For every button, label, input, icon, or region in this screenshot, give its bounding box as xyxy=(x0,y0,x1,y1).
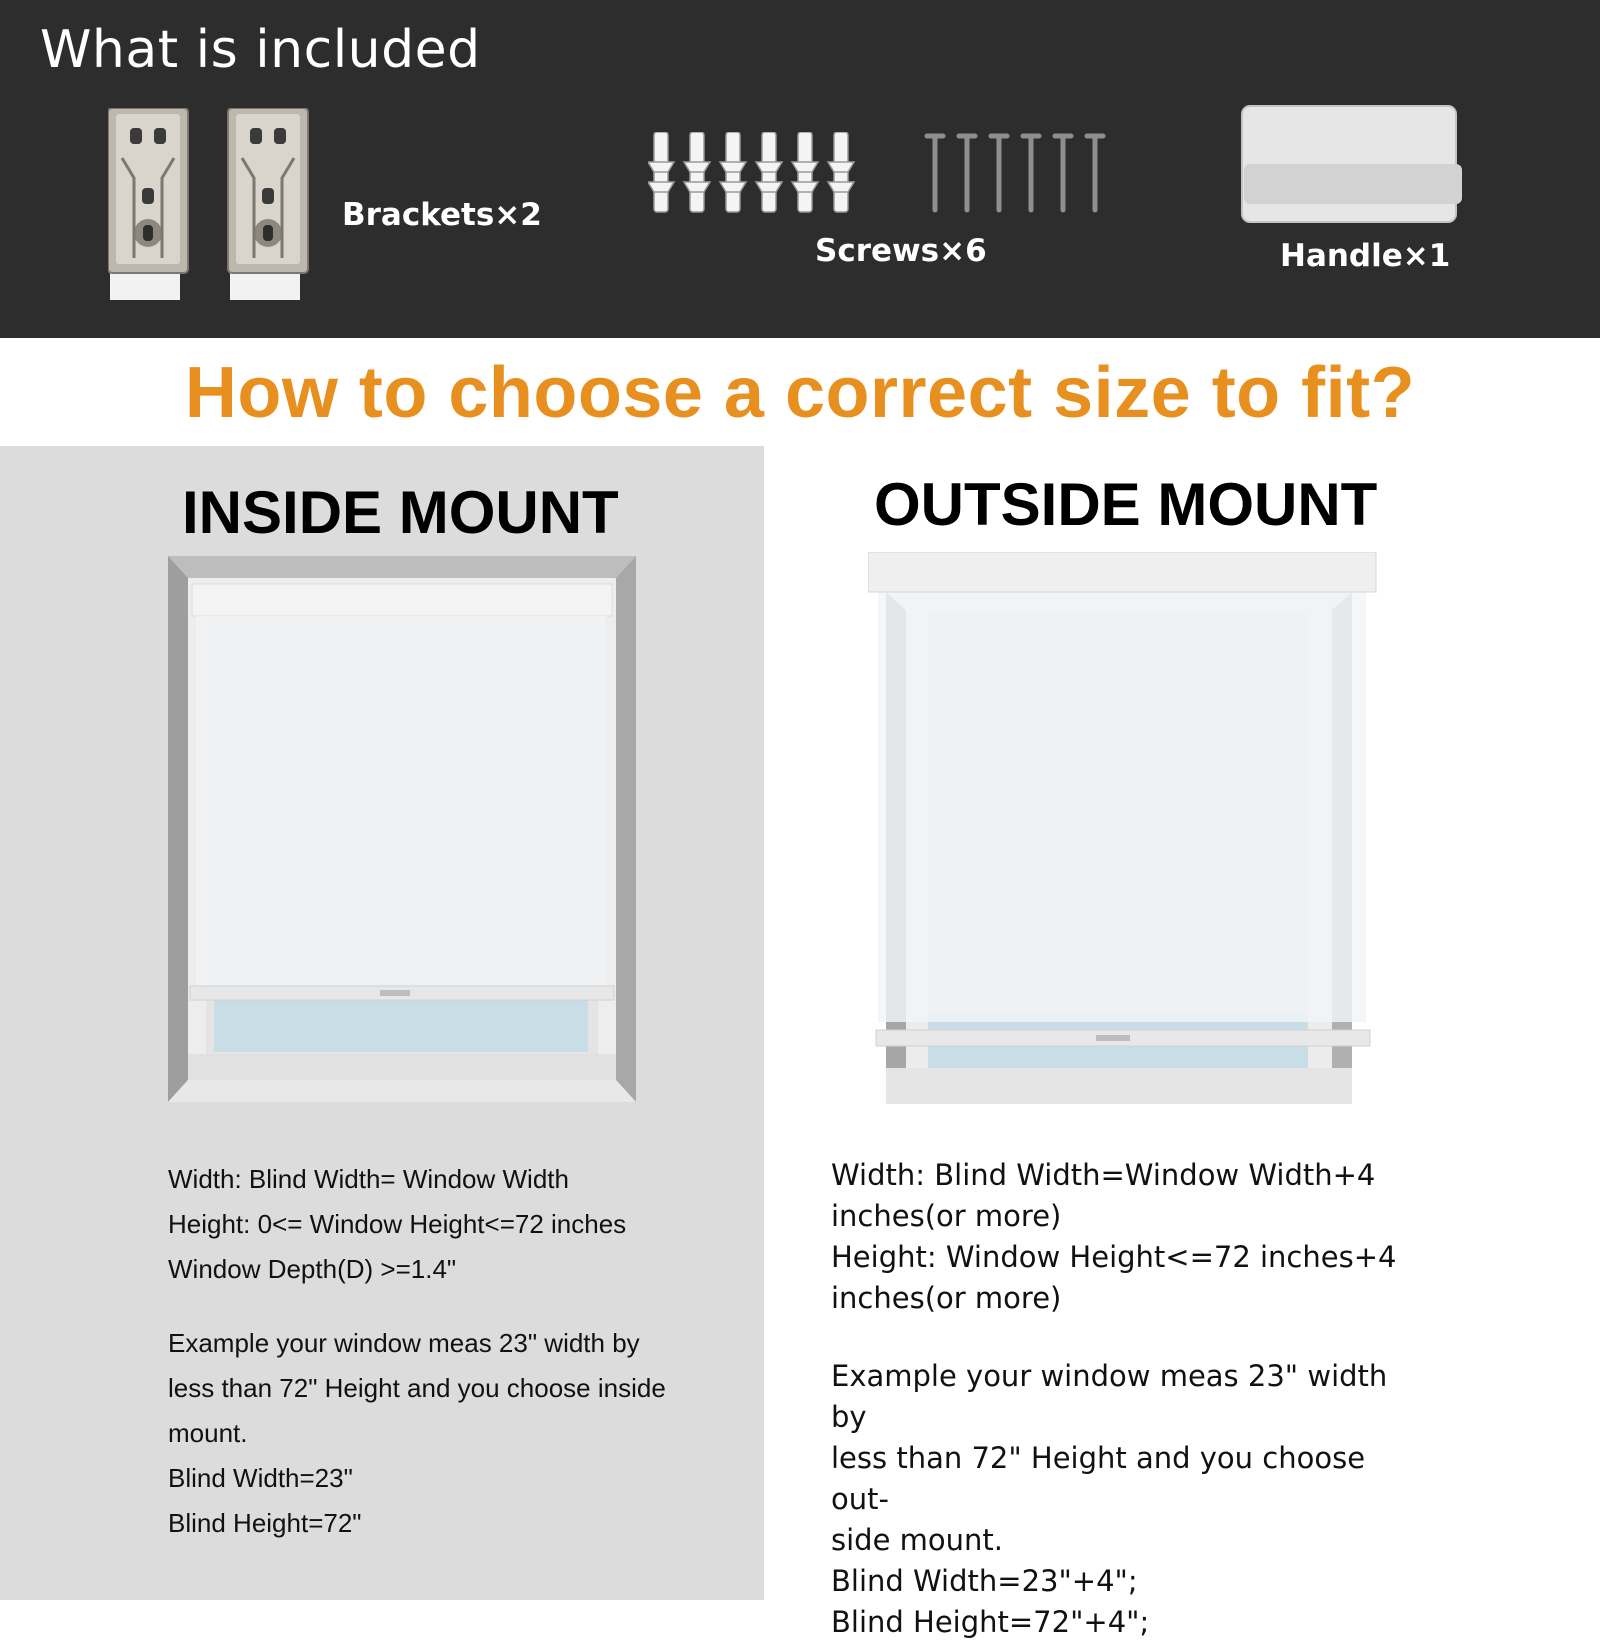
spec-line: Width: Blind Width= Window Width xyxy=(168,1164,569,1194)
included-section xyxy=(0,0,1600,338)
example-line: Blind Height=72"+4"; xyxy=(831,1605,1150,1639)
brackets-label: Brackets×2 xyxy=(342,197,542,233)
inside-mount-example xyxy=(168,1321,728,1546)
inside-mount-specs xyxy=(168,1157,728,1292)
outside-mount-window-illustration xyxy=(868,552,1380,1106)
spec-line: Width: Blind Width=Window Width+4 xyxy=(831,1158,1376,1192)
example-line: less than 72" Height and you choose inside xyxy=(168,1373,666,1403)
outside-mount-specs xyxy=(831,1155,1421,1319)
spec-line: Window Depth(D) >=1.4" xyxy=(168,1254,457,1284)
bracket-icon xyxy=(108,108,313,303)
example-line: Blind Height=72" xyxy=(168,1508,362,1538)
example-line: side mount. xyxy=(831,1523,1003,1557)
inside-mount-title: INSIDE MOUNT xyxy=(182,479,619,546)
inside-mount-window-illustration xyxy=(168,556,636,1102)
example-line: mount. xyxy=(168,1418,248,1448)
screws-label: Screws×6 xyxy=(815,233,987,269)
spec-line: Height: Window Height<=72 inches+4 xyxy=(831,1240,1397,1274)
outside-mount-title: OUTSIDE MOUNT xyxy=(874,471,1378,538)
size-guide-headline: How to choose a correct size to fit? xyxy=(184,353,1416,433)
example-line: Example your window meas 23" width by xyxy=(831,1359,1388,1434)
handle-icon xyxy=(1240,104,1464,228)
included-title: What is included xyxy=(40,20,481,80)
screw-icon xyxy=(648,132,1108,222)
example-line: Example your window meas 23" width by xyxy=(168,1328,640,1358)
spec-line: Height: 0<= Window Height<=72 inches xyxy=(168,1209,627,1239)
spec-line: inches(or more) xyxy=(831,1281,1062,1315)
example-line: Blind Width=23" xyxy=(168,1463,353,1493)
handle-label: Handle×1 xyxy=(1280,238,1451,274)
spec-line: inches(or more) xyxy=(831,1199,1062,1233)
example-line: less than 72" Height and you choose out- xyxy=(831,1441,1366,1516)
example-line: Blind Width=23"+4"; xyxy=(831,1564,1138,1598)
